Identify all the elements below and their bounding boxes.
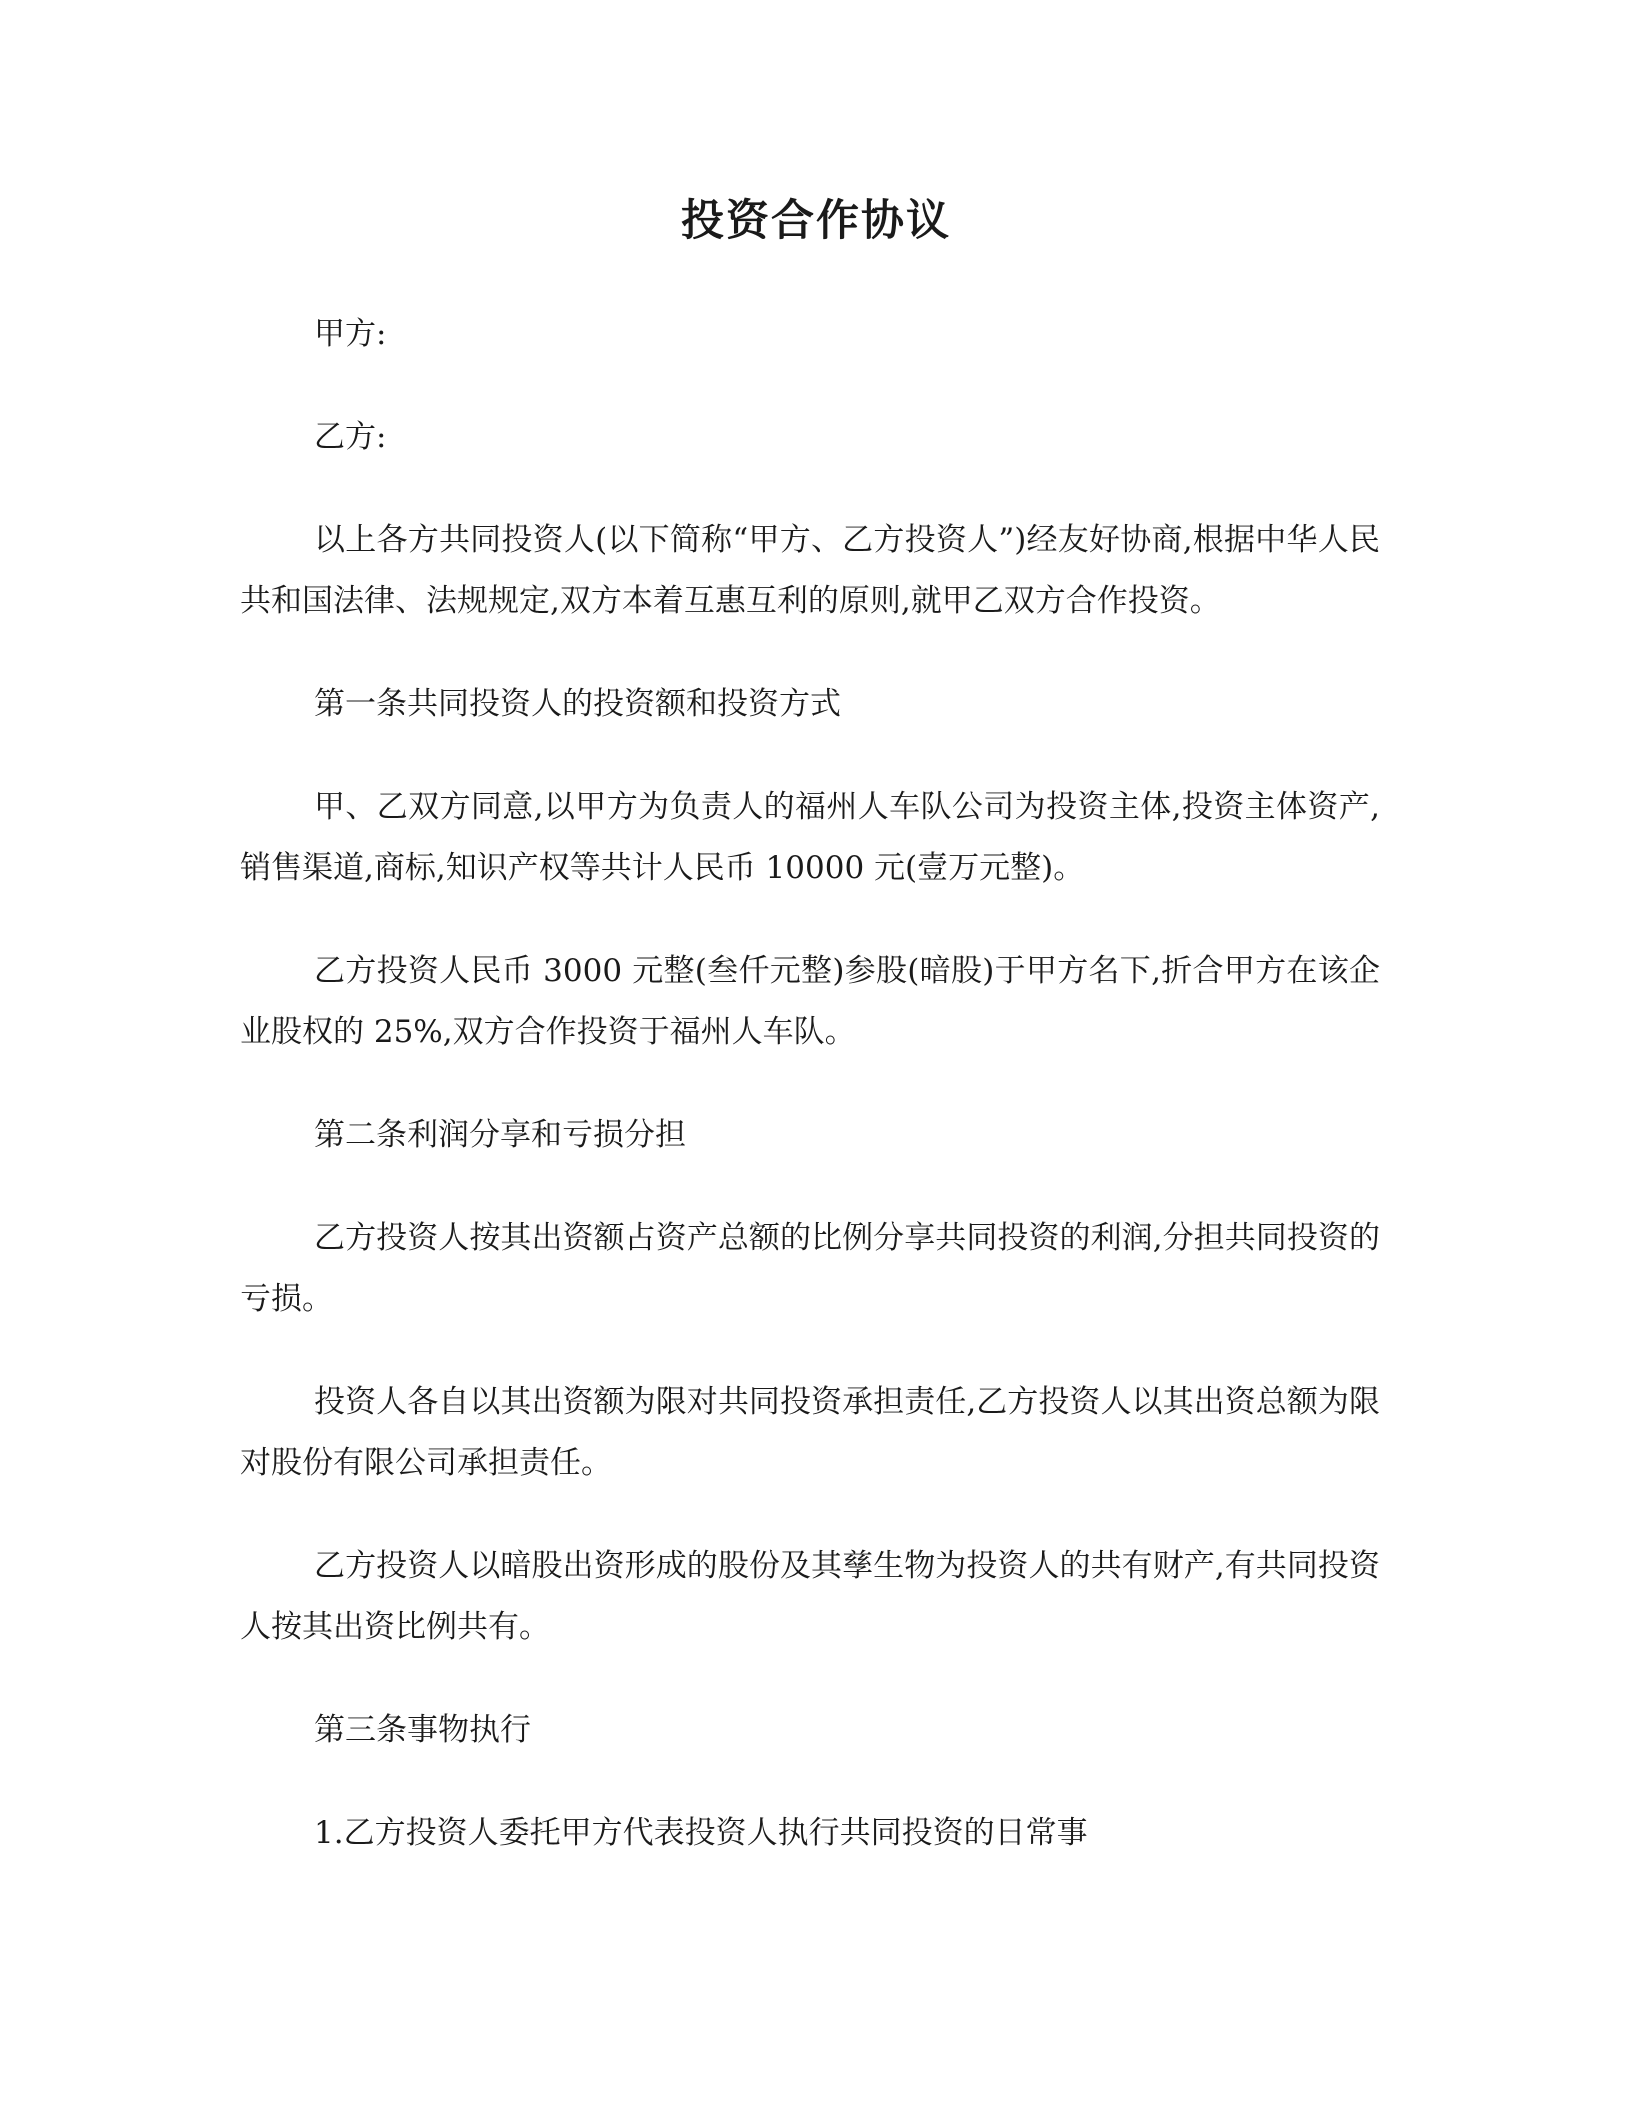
article-3-item-1: 1.乙方投资人委托甲方代表投资人执行共同投资的日常事 bbox=[314, 1815, 1088, 1851]
preamble-paragraph: 以上各方共同投资人(以下简称“甲方、乙方投资人”)经友好协商,根据中华人民共和国法律、法规规定,双方本着互惠互利的原则,就甲乙双方合作投资。 bbox=[240, 522, 1380, 619]
article-2-paragraph-3: 乙方投资人以暗股出资形成的股份及其孳生物为投资人的共有财产,有共同投资人按其出资比例共有。 bbox=[240, 1548, 1380, 1645]
document-body bbox=[240, 304, 1380, 1906]
article-1-heading: 第一条共同投资人的投资额和投资方式 bbox=[314, 686, 841, 722]
article-2-heading: 第二条利润分享和亏损分担 bbox=[314, 1117, 686, 1153]
article-3-heading: 第三条事物执行 bbox=[314, 1712, 531, 1748]
article-1-paragraph-1: 甲、乙双方同意,以甲方为负责人的福州人车队公司为投资主体,投资主体资产,销售渠道,商标,知识产权等共计人民币 10000 元(壹万元整)。 bbox=[240, 789, 1380, 886]
article-1-paragraph-2: 乙方投资人民币 3000 元整(叁仟元整)参股(暗股)于甲方名下,折合甲方在该企业股权的 25%,双方合作投资于福州人车队。 bbox=[240, 953, 1380, 1050]
article-2-paragraph-1: 乙方投资人按其出资额占资产总额的比例分享共同投资的利润,分担共同投资的亏损。 bbox=[240, 1220, 1380, 1317]
article-2-paragraph-2: 投资人各自以其出资额为限对共同投资承担责任,乙方投资人以其出资总额为限对股份有限公司承担责任。 bbox=[240, 1384, 1380, 1481]
party-b-line: 乙方: bbox=[314, 419, 387, 455]
document-title: 投资合作协议 bbox=[681, 196, 951, 246]
party-a-line: 甲方: bbox=[314, 316, 387, 352]
